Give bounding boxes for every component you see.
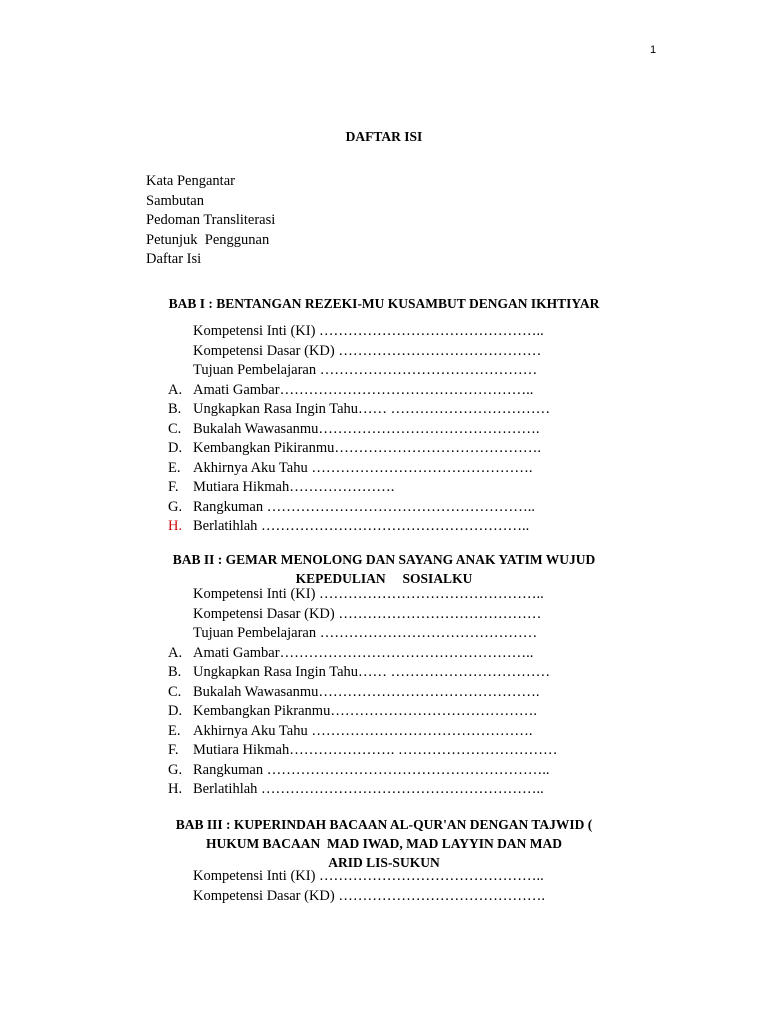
toc-entry bbox=[168, 867, 608, 887]
entry-text: Akhirnya Aku Tahu ………………………………………. bbox=[193, 459, 533, 476]
page-number: 1 bbox=[650, 44, 657, 56]
entry-text: Kembangkan Pikiranmu……………………………………. bbox=[193, 440, 541, 456]
entry-letter: G. bbox=[168, 498, 183, 515]
chapter-entries-bab-3 bbox=[168, 867, 608, 906]
entry-text: Kompetensi Dasar (KD) …………………………………… bbox=[193, 342, 542, 359]
toc-entry bbox=[168, 420, 608, 440]
document-title: DAFTAR ISI bbox=[345, 129, 423, 144]
chapter-heading-line: KEPEDULIAN SOSIALKU bbox=[295, 571, 473, 586]
toc-entry bbox=[168, 722, 608, 742]
chapter-heading-line: BAB III : KUPERINDAH BACAAN AL-QUR'AN DENGAN TAJWID ( bbox=[175, 817, 593, 832]
toc-entry bbox=[168, 585, 608, 605]
entry-letter: F. bbox=[168, 742, 179, 758]
toc-entry bbox=[168, 342, 608, 362]
toc-entry bbox=[168, 478, 608, 498]
entry-text: Berlatihlah ……………………………………………….. bbox=[193, 518, 530, 534]
entry-letter: F. bbox=[168, 479, 179, 495]
entry-text: Bukalah Wawasanmu………………………………………. bbox=[193, 420, 540, 437]
entry-text: Berlatihlah ………………………………………………….. bbox=[193, 781, 544, 797]
front-matter-item: Pedoman Transliterasi bbox=[146, 212, 276, 228]
entry-letter: D. bbox=[168, 440, 183, 456]
toc-entry bbox=[168, 644, 608, 664]
entry-letter: C. bbox=[168, 420, 182, 437]
toc-entry bbox=[168, 361, 608, 381]
entry-text: Amati Gambar…………………………………………….. bbox=[193, 381, 534, 398]
front-matter-item: Sambutan bbox=[146, 192, 204, 209]
entry-text: Amati Gambar…………………………………………….. bbox=[193, 644, 534, 661]
front-matter-list bbox=[146, 172, 275, 270]
entry-text: Rangkuman ……………………………………………….. bbox=[193, 498, 535, 515]
entry-text: Mutiara Hikmah…………………. bbox=[193, 479, 395, 495]
toc-entry bbox=[168, 498, 608, 518]
entry-text: Bukalah Wawasanmu………………………………………. bbox=[193, 683, 540, 700]
entry-letter: E. bbox=[168, 722, 181, 739]
toc-entry bbox=[168, 624, 608, 644]
toc-entry bbox=[168, 381, 608, 401]
entry-letter: A. bbox=[168, 644, 183, 661]
toc-entry bbox=[168, 702, 608, 722]
chapter-entries-bab-2 bbox=[168, 585, 608, 800]
toc-entry bbox=[168, 322, 608, 342]
entry-text: Mutiara Hikmah…………………. …………………………… bbox=[193, 742, 558, 758]
front-matter-item: Kata Pengantar bbox=[146, 173, 235, 189]
entry-text: Kompetensi Dasar (KD) …………………………………… bbox=[193, 605, 542, 622]
entry-text: Kompetensi Inti (KI) ……………………………………….. bbox=[193, 323, 544, 339]
entry-letter: B. bbox=[168, 664, 182, 680]
toc-entry bbox=[168, 605, 608, 625]
entry-letter: B. bbox=[168, 401, 182, 417]
entry-letter: E. bbox=[168, 459, 181, 476]
toc-entry bbox=[168, 761, 608, 781]
entry-text: Ungkapkan Rasa Ingin Tahu…… …………………………… bbox=[193, 401, 551, 417]
chapter-heading-bab-3 bbox=[0, 815, 768, 872]
entry-text: Akhirnya Aku Tahu ………………………………………. bbox=[193, 722, 533, 739]
toc-entry bbox=[168, 663, 608, 683]
entry-letter: A. bbox=[168, 381, 183, 398]
toc-entry bbox=[168, 887, 608, 907]
chapter-heading-line: BAB II : GEMAR MENOLONG DAN SAYANG ANAK YATIM WUJUD bbox=[172, 552, 596, 567]
front-matter-item: Petunjuk Penggunan bbox=[146, 231, 270, 248]
toc-entry bbox=[168, 780, 608, 800]
entry-letter: D. bbox=[168, 703, 183, 719]
toc-entry bbox=[168, 683, 608, 703]
entry-letter: H. bbox=[168, 518, 183, 534]
chapter-heading-bab-2 bbox=[0, 550, 768, 588]
entry-text: Rangkuman ………………………………………………….. bbox=[193, 761, 550, 778]
entry-text: Kompetensi Dasar (KD) ……………………………………. bbox=[193, 887, 545, 904]
entry-text: Ungkapkan Rasa Ingin Tahu…… …………………………… bbox=[193, 664, 551, 680]
entry-letter: G. bbox=[168, 761, 183, 778]
entry-letter: C. bbox=[168, 683, 182, 700]
chapter-heading-line: BAB I : BENTANGAN REZEKI-MU KUSAMBUT DENGAN IKHTIYAR bbox=[168, 296, 600, 311]
entry-text: Tujuan Pembelajaran ……………………………………… bbox=[193, 362, 538, 378]
toc-entry bbox=[168, 459, 608, 479]
entry-letter: H. bbox=[168, 781, 183, 797]
chapter-heading-bab-1 bbox=[0, 294, 768, 313]
front-matter-item: Daftar Isi bbox=[146, 251, 202, 267]
toc-entry bbox=[168, 517, 608, 537]
chapter-heading-line: HUKUM BACAAN MAD IWAD, MAD LAYYIN DAN MAD bbox=[205, 836, 563, 851]
chapter-entries-bab-1 bbox=[168, 322, 608, 537]
chapter-heading-line: ARID LIS-SUKUN bbox=[328, 855, 440, 870]
toc-entry bbox=[168, 439, 608, 459]
entry-text: Kompetensi Inti (KI) ……………………………………….. bbox=[193, 586, 544, 602]
entry-text: Tujuan Pembelajaran ……………………………………… bbox=[193, 625, 538, 641]
toc-entry bbox=[168, 741, 608, 761]
entry-text: Kembangkan Pikranmu……………………………………. bbox=[193, 703, 537, 719]
entry-text: Kompetensi Inti (KI) ……………………………………….. bbox=[193, 868, 544, 884]
toc-entry bbox=[168, 400, 608, 420]
